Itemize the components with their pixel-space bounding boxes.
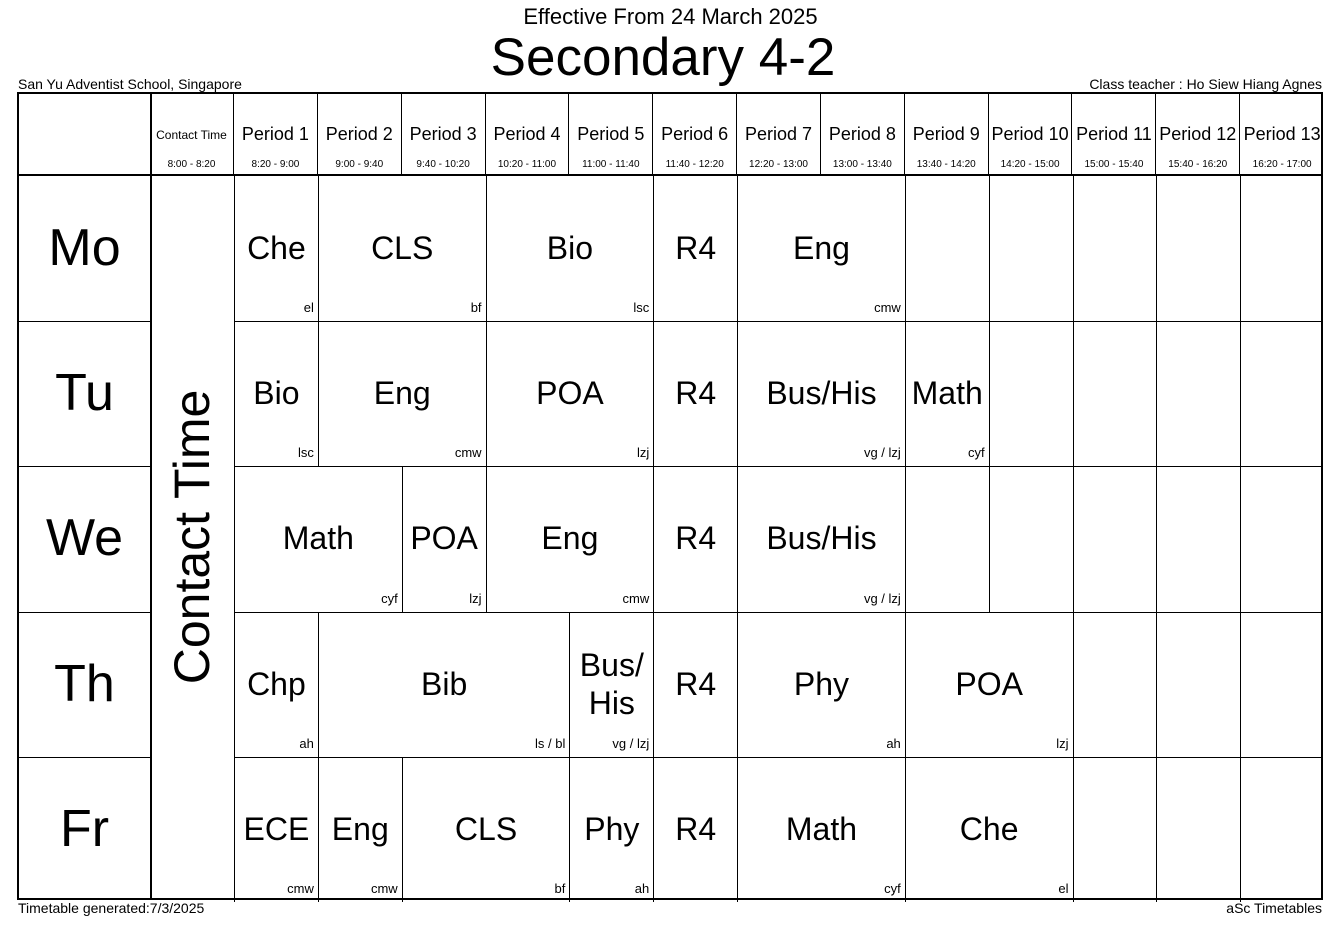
lesson-subject: Eng (792, 230, 850, 266)
lesson-teacher: cmw (370, 880, 398, 896)
lesson-teacher: lzj (469, 590, 482, 606)
empty-cell (1073, 321, 1157, 466)
lesson-cell (318, 176, 486, 321)
lesson-teacher: ah (886, 735, 901, 751)
lesson-teacher: cyf (884, 880, 901, 896)
lesson-subject: R4 (675, 665, 717, 702)
lesson-subject: POA (955, 665, 1023, 702)
period-name: Period 8 (828, 124, 896, 144)
lesson-cell (905, 321, 989, 466)
lesson-teacher: cyf (381, 590, 398, 606)
lesson-subject: CLS (454, 810, 518, 847)
lesson-cell (905, 757, 1073, 902)
lesson-cell (234, 466, 402, 611)
contact-time-time: 8:00 - 8:20 (167, 159, 216, 170)
lesson-subject: Math (911, 375, 983, 412)
period-name: Period 6 (661, 124, 729, 144)
lesson-subject: Bus/His (766, 375, 877, 412)
period-header (402, 94, 486, 174)
lesson-teacher: lzj (1056, 735, 1069, 751)
lesson-subject: Bus/ His (579, 646, 644, 721)
lesson-teacher: ah (299, 735, 314, 751)
lesson-teacher: el (1058, 880, 1069, 896)
empty-cell (989, 176, 1073, 321)
contact-time-vertical-label: Contact Time (164, 389, 220, 685)
empty-cell (1156, 757, 1240, 902)
lesson-cell (234, 176, 318, 321)
lesson-cell (318, 757, 402, 902)
period-name: Period 5 (577, 124, 645, 144)
lesson-cell (737, 176, 905, 321)
lesson-cell (486, 466, 654, 611)
lesson-teacher: cyf (968, 445, 985, 461)
lesson-cell (402, 757, 570, 902)
lesson-cell (569, 612, 653, 757)
grid-line (19, 757, 150, 758)
empty-cell (905, 176, 989, 321)
empty-cell (1156, 321, 1240, 466)
lesson-teacher: vg / lzj (863, 590, 901, 606)
empty-cell (1156, 612, 1240, 757)
empty-cell (1240, 757, 1324, 902)
lesson-cell (318, 612, 570, 757)
lesson-teacher: ls / bl (535, 735, 566, 751)
period-time: 15:00 - 15:40 (1084, 159, 1144, 170)
period-time: 10:20 - 11:00 (497, 159, 557, 170)
lesson-subject: Bio (546, 230, 594, 266)
period-time: 9:40 - 10:20 (416, 159, 470, 170)
lesson-cell (905, 612, 1073, 757)
empty-cell (1073, 612, 1157, 757)
lesson-subject: R4 (675, 230, 717, 266)
lesson-subject: Che (247, 230, 306, 266)
lesson-teacher: cmw (622, 590, 650, 606)
lesson-teacher: bf (470, 300, 482, 316)
period-header (1240, 94, 1324, 174)
effective-date: Effective From 24 March 2025 (523, 4, 818, 29)
empty-cell (1156, 176, 1240, 321)
empty-cell (905, 466, 989, 611)
lesson-cell (234, 321, 318, 466)
lesson-subject: POA (536, 375, 604, 412)
day-label: We (45, 509, 124, 568)
empty-cell (1240, 466, 1324, 611)
period-header (653, 94, 737, 174)
period-name: Period 2 (325, 124, 393, 144)
lesson-subject: Bib (420, 665, 468, 702)
lesson-teacher: lzj (636, 445, 650, 461)
lesson-subject: Chp (247, 665, 306, 702)
lesson-subject: ECE (243, 810, 310, 847)
lesson-cell (737, 466, 905, 611)
empty-cell (1240, 176, 1324, 321)
day-label: Tu (55, 364, 114, 423)
lesson-subject: R4 (675, 810, 717, 847)
lesson-cell (234, 612, 318, 757)
period-name: Period 1 (241, 124, 309, 144)
empty-cell (1073, 757, 1157, 902)
lesson-cell (653, 176, 737, 321)
lesson-teacher: bf (554, 880, 566, 896)
empty-cell (1073, 176, 1157, 321)
lesson-teacher: cmw (287, 880, 314, 896)
lesson-cell (486, 176, 654, 321)
lesson-subject: Phy (584, 810, 640, 847)
period-header (737, 94, 821, 174)
lesson-teacher: el (303, 300, 314, 316)
lesson-teacher: lsc (633, 300, 650, 316)
header-contact-time (150, 94, 234, 174)
period-time: 11:40 - 12:20 (665, 159, 724, 170)
empty-cell (1240, 321, 1324, 466)
grid-line (19, 466, 150, 467)
lesson-teacher: vg / lzj (863, 445, 901, 461)
lesson-cell (737, 757, 905, 902)
empty-cell (1073, 466, 1157, 611)
period-time: 9:00 - 9:40 (335, 159, 384, 170)
lesson-subject: POA (410, 520, 478, 557)
lesson-cell (486, 321, 654, 466)
period-header (989, 94, 1073, 174)
lesson-subject: Phy (793, 665, 849, 702)
lesson-subject: Che (959, 810, 1019, 847)
lesson-subject: CLS (371, 230, 434, 266)
day-label: Mo (48, 219, 121, 277)
period-header (1073, 94, 1157, 174)
period-name: Period 12 (1159, 124, 1237, 144)
period-name: Period 4 (493, 124, 561, 144)
lesson-subject: Eng (541, 520, 599, 557)
lesson-cell (653, 466, 737, 611)
empty-cell (1240, 612, 1324, 757)
empty-cell (989, 321, 1073, 466)
lesson-cell (737, 612, 905, 757)
school-name: San Yu Adventist School, Singapore (18, 76, 242, 92)
empty-cell (1156, 466, 1240, 611)
lesson-teacher: ah (634, 880, 650, 896)
lesson-subject: Bio (253, 375, 300, 412)
lesson-cell (737, 321, 905, 466)
day-label: Th (54, 654, 115, 713)
lesson-cell (653, 612, 737, 757)
lesson-subject: R4 (675, 375, 717, 412)
period-header (821, 94, 905, 174)
period-header (318, 94, 402, 174)
period-time: 15:40 - 16:20 (1168, 159, 1228, 170)
period-time: 13:00 - 13:40 (832, 159, 892, 170)
period-time: 11:00 - 11:40 (582, 159, 640, 170)
period-time: 12:20 - 13:00 (749, 159, 808, 170)
lesson-cell (653, 757, 737, 902)
period-time: 16:20 - 17:00 (1252, 159, 1312, 170)
software-credit: aSc Timetables (1226, 900, 1322, 916)
period-name: Period 7 (744, 124, 813, 144)
period-header (905, 94, 989, 174)
period-header (234, 94, 318, 174)
grid-line (150, 94, 152, 898)
contact-time-column (150, 174, 234, 900)
lesson-cell (653, 321, 737, 466)
lesson-teacher: cmw (874, 300, 901, 316)
period-name: Period 11 (1076, 124, 1152, 144)
lesson-teacher: vg / lzj (612, 735, 650, 751)
timetable-grid (17, 92, 1323, 900)
period-header (1156, 94, 1240, 174)
grid-line (19, 321, 150, 322)
period-header (486, 94, 570, 174)
lesson-teacher: lsc (297, 445, 314, 461)
class-teacher: Class teacher : Ho Siew Hiang Agnes (1089, 76, 1322, 92)
lesson-subject: Eng (331, 810, 389, 847)
lesson-cell (402, 466, 486, 611)
empty-cell (989, 466, 1073, 611)
lesson-teacher: cmw (454, 445, 482, 461)
lesson-subject: Math (785, 810, 857, 847)
day-label: Fr (59, 799, 110, 858)
generated-date: Timetable generated:7/3/2025 (18, 900, 205, 916)
timetable-title: Secondary 4-2 (490, 28, 836, 87)
period-name: Period 9 (912, 124, 980, 144)
lesson-cell (318, 321, 486, 466)
period-name: Period 3 (409, 124, 477, 144)
grid-line (19, 612, 150, 613)
lesson-subject: Math (282, 520, 354, 557)
lesson-subject: Bus/His (766, 520, 877, 557)
lesson-subject: R4 (675, 520, 717, 557)
lesson-cell (569, 757, 653, 902)
lesson-subject: Eng (373, 375, 431, 412)
period-time: 13:40 - 14:20 (916, 159, 976, 170)
period-header (569, 94, 653, 174)
period-name: Period 13 (1243, 124, 1321, 144)
period-name: Period 10 (991, 124, 1069, 144)
contact-time-label: Contact Time (156, 128, 227, 142)
lesson-cell (234, 757, 318, 902)
period-time: 8:20 - 9:00 (251, 159, 300, 170)
period-time: 14:20 - 15:00 (1000, 159, 1060, 170)
